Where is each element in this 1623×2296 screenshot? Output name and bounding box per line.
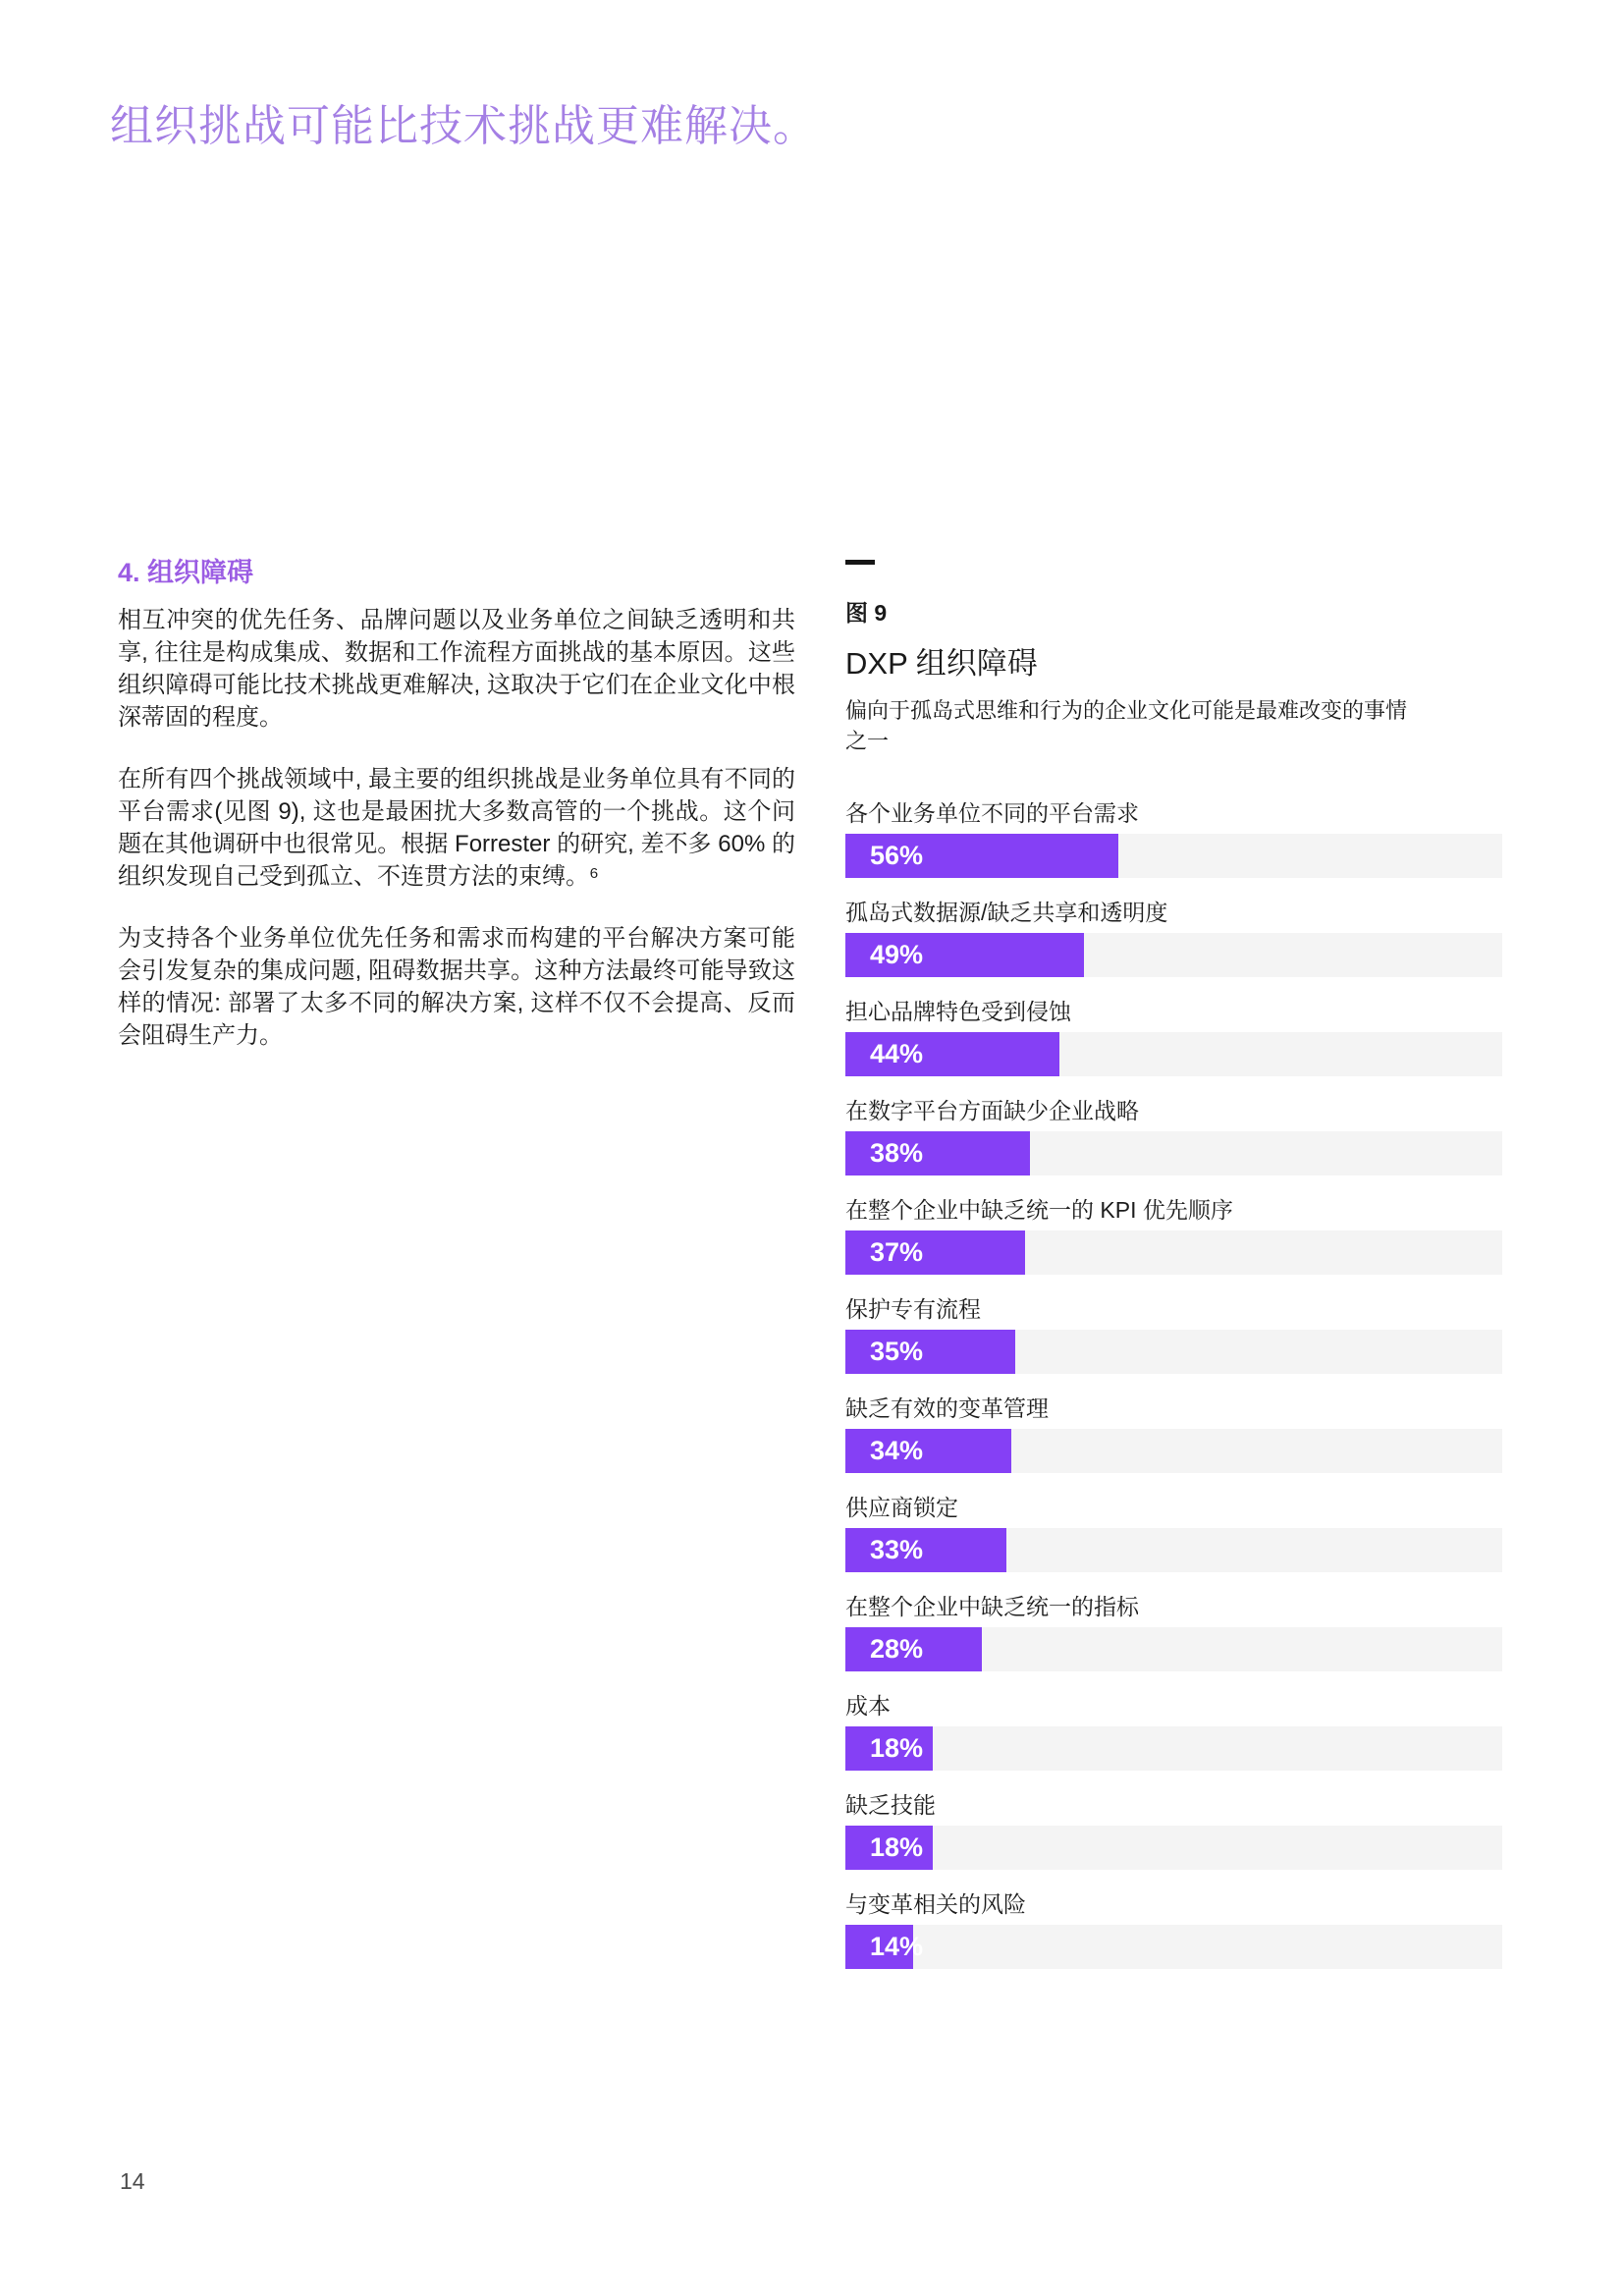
bar-category-label: 与变革相关的风险 (845, 1891, 1026, 1917)
bar-track (845, 1528, 1502, 1572)
content-columns (118, 558, 1623, 1990)
bar-category-label: 供应商锁定 (845, 1495, 958, 1520)
bar-fill (845, 1925, 924, 1969)
bar-fill (845, 1627, 982, 1671)
bar-value-label: 49% (870, 940, 924, 969)
bar-chart (845, 799, 1502, 1969)
bar-value-label: 37% (870, 1237, 924, 1267)
body-paragraph-1: 相互冲突的优先任务、品牌问题以及业务单位之间缺乏透明和共享, 往往是构成集成、数据和工作流程方面挑战的基本原因。这些组织障碍可能比技术挑战更难解决, 这取决于它们在企业文化中根深蒂固的程度。 (118, 607, 795, 731)
bar-track (845, 834, 1502, 878)
bar-track (845, 1429, 1502, 1473)
page-title: 组织挑战可能比技术挑战更难解决。 (110, 102, 817, 150)
bar-category-label: 在整个企业中缺乏统一的指标 (845, 1594, 1139, 1619)
bar-value-label: 34% (870, 1436, 924, 1465)
bar-track (845, 1627, 1502, 1671)
bar-track (845, 1826, 1502, 1870)
bar-fill (845, 1131, 1030, 1175)
bar-category-label: 担心品牌特色受到侵蚀 (845, 999, 1071, 1024)
bar-value-label: 18% (870, 1832, 924, 1862)
bar-category-label: 保护专有流程 (845, 1296, 981, 1322)
bar-category-label: 在数字平台方面缺少企业战略 (845, 1098, 1139, 1123)
body-paragraph-3: 为支持各个业务单位优先任务和需求而构建的平台解决方案可能会引发复杂的集成问题, 阻碍数据共享。这种方法最终可能导致这样的情况: 部署了太多不同的解决方案, 这样不仅不会提高、反而会阻碍生产力。 (118, 925, 795, 1049)
bar-fill (845, 1826, 933, 1870)
bar-value-label: 35% (870, 1337, 924, 1366)
chart-row (845, 1394, 1502, 1473)
chart-row (845, 1097, 1502, 1175)
bar-category-label: 缺乏技能 (845, 1792, 936, 1818)
figure-rule (845, 560, 875, 565)
chart-row (845, 1196, 1502, 1275)
chart-row (845, 1295, 1502, 1374)
bar-track (845, 1726, 1502, 1771)
chart-row (845, 998, 1502, 1076)
bar-value-label: 44% (870, 1039, 924, 1068)
bar-track (845, 1131, 1502, 1175)
bar-category-label: 成本 (845, 1693, 891, 1719)
bar-value-label: 18% (870, 1733, 924, 1763)
bar-category-label: 孤岛式数据源/缺乏共享和透明度 (845, 900, 1168, 925)
bar-category-label: 各个业务单位不同的平台需求 (845, 800, 1139, 826)
chart-row (845, 1494, 1502, 1572)
bar-fill (845, 1230, 1025, 1275)
bar-fill (845, 1330, 1015, 1374)
page-number: 14 (120, 2168, 145, 2194)
chart-row (845, 899, 1502, 977)
figure-title: DXP 组织障碍 (845, 646, 1038, 681)
bar-fill (845, 1726, 933, 1771)
bar-value-label: 38% (870, 1138, 924, 1168)
bar-track (845, 1330, 1502, 1374)
chart-row (845, 799, 1502, 878)
bar-fill (845, 1429, 1011, 1473)
bar-fill (845, 1032, 1059, 1076)
chart-row (845, 1890, 1502, 1969)
figure-subtitle: 偏向于孤岛式思维和行为的企业文化可能是最难改变的事情之一 (845, 698, 1408, 753)
bar-track (845, 1230, 1502, 1275)
figure-number-label: 图 9 (845, 600, 888, 626)
chart-row (845, 1791, 1502, 1870)
bar-fill (845, 1528, 1006, 1572)
bar-value-label: 56% (870, 841, 924, 870)
bar-track (845, 1925, 1502, 1969)
bar-value-label: 33% (870, 1535, 924, 1564)
bar-track (845, 1032, 1502, 1076)
bar-value-label: 28% (870, 1634, 924, 1664)
chart-row (845, 1593, 1502, 1671)
bar-track (845, 933, 1502, 977)
section-title: 4. 组织障碍 (118, 558, 254, 587)
bar-category-label: 在整个企业中缺乏统一的 KPI 优先顺序 (845, 1197, 1233, 1223)
bar-category-label: 缺乏有效的变革管理 (845, 1395, 1049, 1421)
bar-fill (845, 933, 1084, 977)
chart-row (845, 1692, 1502, 1771)
bar-value-label: 14% (870, 1932, 924, 1961)
body-paragraph-2: 在所有四个挑战领域中, 最主要的组织挑战是业务单位具有不同的平台需求(见图 9), 这也是最困扰大多数高管的一个挑战。这个问题在其他调研中也很常见。根据 Forrester 的研究, 差不多 60% 的组织发现自己受到孤立、不连贯方法的束缚。⁶ (118, 766, 795, 890)
bar-fill (845, 834, 1118, 878)
body-text-column (118, 558, 795, 1081)
figure-column (845, 558, 1502, 1990)
